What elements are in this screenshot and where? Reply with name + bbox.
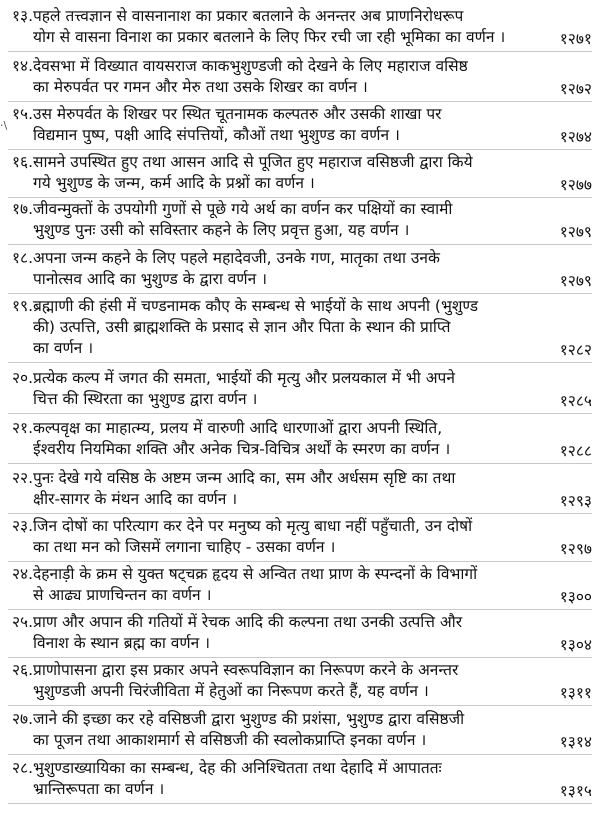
entry-number: २०. bbox=[12, 369, 34, 387]
entry-text bbox=[33, 6, 548, 48]
entry-page-number: १२७२ bbox=[559, 80, 592, 98]
entry-divider bbox=[8, 51, 592, 52]
entry-text bbox=[33, 248, 548, 290]
entry-number: २५. bbox=[12, 613, 34, 631]
entry-page-number: १२८२ bbox=[559, 341, 592, 359]
entry-number: १६. bbox=[12, 153, 34, 171]
entry-divider bbox=[8, 362, 592, 363]
entry-divider bbox=[8, 463, 592, 464]
entry-text-line: ब्रह्माणी की हंसी में चण्डनामक कौए के सम्बन्ध से भाईयों के साथ अपनी (भुशुण्ड bbox=[33, 297, 479, 315]
entry-page-number: १३१४ bbox=[559, 733, 592, 751]
entry-page-number: १२७१ bbox=[559, 30, 592, 48]
entry-text-line: ईश्वरीय नियमिका शक्ति और अनेक चित्र-विचित्र अर्थों के स्मरण का वर्णन । bbox=[33, 440, 451, 458]
entry-page-number: १३११ bbox=[559, 684, 592, 702]
entry-page-number: १२७७ bbox=[559, 176, 592, 194]
entry-text bbox=[33, 660, 548, 702]
entry-text-line: भुशुण्डाख्यायिका का सम्बन्ध, देह की अनिश्चितता तथा देहादि में आपाततः bbox=[33, 759, 442, 777]
entry-text-line: का मेरुपर्वत पर गमन और मेरु तथा उसके शिखर का वर्णन । bbox=[33, 78, 368, 96]
entry-number: १७. bbox=[12, 200, 34, 218]
entry-divider bbox=[8, 754, 592, 755]
entry-text-line: प्राणोपासना द्वारा इस प्रकार अपने स्वरूपविज्ञान का निरूपण करने के अनन्तर bbox=[33, 661, 459, 679]
entry-number: २१. bbox=[12, 419, 34, 437]
entry-text-line: का वर्णन । bbox=[33, 339, 94, 357]
entry-text-line: सामने उपस्थित हुए तथा आसन आदि से पूजित हुए महाराज वसिष्ठजी द्वारा किये bbox=[33, 153, 473, 171]
entry-text-line: का तथा मन को जिसमें लगाना चाहिए - उसका वर्णन । bbox=[33, 538, 336, 556]
entry-number: २२. bbox=[12, 469, 34, 487]
entry-text bbox=[33, 758, 548, 800]
entry-divider bbox=[8, 149, 592, 150]
entry-divider bbox=[8, 705, 592, 706]
entry-text-line: पहले तत्त्वज्ञान से वासनानाश का प्रकार बतलाने के अनन्तर अब प्राणनिरोधरूप bbox=[33, 7, 464, 25]
entry-text bbox=[33, 104, 548, 146]
margin-mark: ·\ bbox=[0, 119, 8, 132]
entry-number: १३. bbox=[12, 7, 34, 25]
entry-text-line: भ्रान्तिरूपता का वर्णन । bbox=[33, 780, 165, 798]
entry-page-number: १२७४ bbox=[559, 128, 592, 146]
entry-text bbox=[33, 709, 548, 751]
entry-divider bbox=[8, 413, 592, 414]
entry-text-line: से आढ्य प्राणचिन्तन का वर्णन । bbox=[33, 586, 212, 604]
entry-text-line: उस मेरुपर्वत के शिखर पर स्थित चूतनामक कल्पतरु और उसकी शाखा पर bbox=[33, 105, 442, 123]
entry-text-line: गये भुशुण्ड के जन्म, कर्म आदि के प्रश्नों का वर्णन । bbox=[33, 174, 315, 192]
entry-divider bbox=[8, 244, 592, 245]
entry-text-line: योग से वासना विनाश का प्रकार बतलाने के लिए फिर रची जा रही भूमिका का वर्णन । bbox=[33, 28, 506, 46]
entry-text-line: देवसभा में विख्यात वायसराज काकभुशुण्डजी को देखने के लिए महाराज वसिष्ठ bbox=[33, 57, 468, 75]
entry-text-line: विनाश के स्थान ब्रह्म का वर्णन । bbox=[33, 634, 210, 652]
entry-page-number: १२८५ bbox=[559, 392, 592, 410]
entry-text bbox=[33, 199, 548, 241]
entry-number: २८. bbox=[12, 759, 34, 777]
entry-number: २४. bbox=[12, 565, 34, 583]
entry-text-line: जीवन्मुक्तों के उपयोगी गुणों से पूछे गये अर्थ का वर्णन कर पक्षियों का स्वामी bbox=[33, 200, 453, 218]
entry-text-line: का पूजन तथा आकाशमार्ग से वसिष्ठजी की स्वलोकप्राप्ति इनका वर्णन । bbox=[33, 731, 427, 749]
entry-text-line: चित्त की स्थिरता का भुशुण्ड द्वारा वर्णन । bbox=[33, 390, 258, 408]
entry-divider bbox=[8, 561, 592, 562]
entry-text-line: भुशुण्डजी अपनी चिरंजीविता में हेतुओं का निरूपण करते हैं, यह वर्णन । bbox=[33, 682, 429, 700]
entry-page-number: १३०० bbox=[559, 588, 592, 606]
entry-divider bbox=[8, 609, 592, 610]
entry-divider bbox=[8, 657, 592, 658]
entry-page-number: १२८८ bbox=[559, 442, 592, 460]
entry-text-line: पुनः देखे गये वसिष्ठ के अष्टम जन्म आदि का, सम और अर्धसम सृष्टि का तथा bbox=[33, 469, 456, 487]
entry-text-line: पानोत्सव आदि का भुशुण्ड के द्वारा वर्णन । bbox=[33, 270, 268, 288]
entry-text-line: विद्यमान पुष्प, पक्षी आदि संपत्तियों, कौओं तथा भुशुण्ड का वर्णन । bbox=[33, 126, 400, 144]
entry-text-line: प्रत्येक कल्प में जगत की समता, भाईयों की मृत्यु और प्रलयकाल में भी अपने bbox=[33, 369, 455, 387]
entry-text bbox=[33, 368, 548, 410]
entry-number: १५. bbox=[12, 105, 34, 123]
entry-divider bbox=[8, 101, 592, 102]
entry-text-line: जाने की इच्छा कर रहे वसिष्ठजी द्वारा भुशुण्ड की प्रशंसा, भुशुण्ड द्वारा वसिष्ठजी bbox=[33, 710, 465, 728]
entry-text bbox=[33, 56, 548, 98]
entry-divider bbox=[8, 197, 592, 198]
entry-page-number: १२७९ bbox=[559, 272, 592, 290]
entry-text-line: अपना जन्म कहने के लिए पहले महादेवजी, उनके गण, मातृका तथा उनके bbox=[33, 249, 440, 267]
entry-text-line: की) उत्पत्ति, उसी ब्राह्मशक्ति के प्रसाद से ज्ञान और पिता के स्थान की प्राप्ति bbox=[33, 318, 451, 336]
entry-text bbox=[33, 612, 548, 654]
entry-text bbox=[33, 296, 548, 359]
entry-number: १४. bbox=[12, 57, 34, 75]
entry-text bbox=[33, 564, 548, 606]
entry-text bbox=[33, 152, 548, 194]
entry-text-line: प्राण और अपान की गतियों में रेचक आदि की कल्पना तथा उनकी उत्पत्ति और bbox=[33, 613, 463, 631]
entry-page-number: १२९७ bbox=[559, 540, 592, 558]
entry-number: २७. bbox=[12, 710, 34, 728]
entry-text bbox=[33, 516, 548, 558]
entry-text-line: देहनाड़ी के क्रम से युक्त षट्चक्र हृदय से अन्वित तथा प्राण के स्पन्दनों के विभागों bbox=[33, 565, 478, 583]
entry-page-number: १२७९ bbox=[559, 223, 592, 241]
entry-divider bbox=[8, 803, 592, 804]
entry-number: २६. bbox=[12, 661, 34, 679]
entry-text bbox=[33, 468, 548, 510]
entry-number: १८. bbox=[12, 249, 34, 267]
entry-text-line: भुशुण्ड पुनः उसी को सविस्तार कहने के लिए प्रवृत्त हुआ, यह वर्णन । bbox=[33, 221, 410, 239]
entry-text-line: क्षीर-सागर के मंथन आदि का वर्णन । bbox=[33, 490, 238, 508]
entry-divider bbox=[8, 513, 592, 514]
entry-page-number: १२९३ bbox=[559, 492, 592, 510]
entry-page-number: १३१५ bbox=[559, 782, 592, 800]
entry-text-line: जिन दोषों का परित्याग कर देने पर मनुष्य को मृत्यु बाधा नहीं पहुँचाती, उन दोषों bbox=[33, 517, 473, 535]
entry-text-line: कल्पवृक्ष का माहात्म्य, प्रलय में वारुणी आदि धारणाओं द्वारा अपनी स्थिति, bbox=[33, 419, 443, 437]
entry-page-number: १३०४ bbox=[559, 636, 592, 654]
entry-text bbox=[33, 418, 548, 460]
entry-number: २३. bbox=[12, 517, 34, 535]
entry-divider bbox=[8, 293, 592, 294]
entry-number: १९. bbox=[12, 297, 34, 315]
